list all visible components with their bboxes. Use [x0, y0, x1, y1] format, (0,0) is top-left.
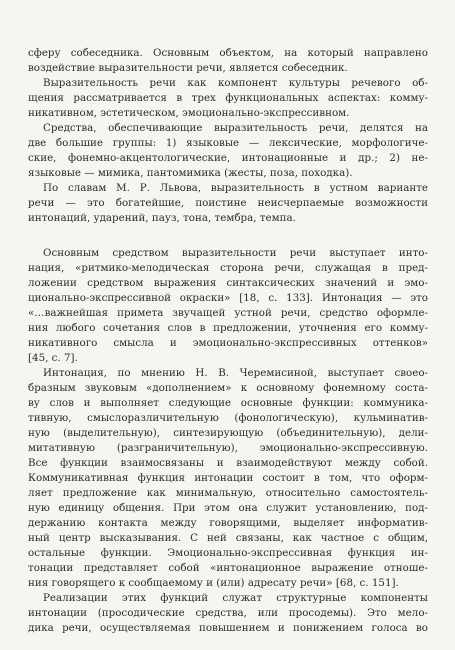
text-line: тивную, смыслоразличительную (фонологическую), кульминатив-	[28, 412, 428, 424]
text-line: [45, с. 7].	[28, 352, 78, 364]
text-line: ния говорящего к сообщаемому и (или) адресату речи» [68, с. 151].	[28, 577, 399, 589]
text-line: Средства, обеспечивающие выразительность речи, делятся на	[43, 122, 428, 134]
text-line: сферу собеседника. Основным объектом, на который направлено	[28, 47, 428, 59]
text-line: Все функции взаимосвязаны и взаимодействуют между собой.	[28, 457, 428, 469]
text-line: бразным звуковым «дополнением» к основному фонемному соста-	[28, 382, 428, 394]
text-line: никативного смысла и эмоционально-экспрессивных оттенков»	[28, 337, 428, 349]
text-line: остальные функции. Эмоционально-экспрессивная функция ин-	[28, 547, 428, 559]
text-line: ную (выделительную), синтезирующую (объединительную), дели-	[28, 427, 428, 439]
text-line: ложении средством выражения синтаксических значений и эмо-	[28, 277, 428, 289]
text-line: «…важнейшая примета звучащей устной речи, средство оформле-	[28, 307, 428, 319]
text-line: интонаций, ударений, пауз, тона, тембра, темпа.	[28, 212, 296, 224]
text-line: дика речи, осуществляемая повышением и понижением голоса во	[28, 622, 428, 634]
text-line: никативном, эстетическом, эмоционально-экспрессивном.	[28, 107, 350, 119]
text-line: ские, фонемно-акцентологические, интонационные и др.; 2) не-	[28, 152, 428, 164]
text-line: интонации (просодические средства, или просодемы). Это мело-	[28, 607, 428, 619]
text-line: Основным средством выразительности речи выступает инто-	[43, 247, 428, 259]
text-line: держанию контакта между говорящими, выделяет информатив-	[28, 517, 428, 529]
text-line: Выразительность речи как компонент культуры речевого об-	[43, 77, 428, 89]
text-line: тонации представляет собой «интонационное выражение отноше-	[28, 562, 428, 574]
text-line: воздействие выразительности речи, является собеседник.	[28, 62, 348, 74]
text-line: щения рассматривается в трех функциональных аспектах: комму-	[28, 92, 428, 104]
text-line: языковые — мимика, пантомимика (жесты, поза, походка).	[28, 167, 353, 179]
text-line: ву слов и выполняет следующие основные функции: коммуника-	[28, 397, 428, 409]
text-line: ную единицу общения. При этом она служит установлению, под-	[28, 502, 428, 514]
text-line: речи — это богатейшие, поистине неисчерпаемые возможности	[28, 197, 428, 209]
text-line: Коммуникативная функция интонации состоит в том, что оформ-	[28, 472, 428, 484]
text-line: ный центр высказывания. С ней связаны, как частное с общим,	[28, 532, 428, 544]
text-line: ния любого сочетания слов в предложении, уточнения его комму-	[28, 322, 428, 334]
text-line: ляет предложение как минимальную, относительно самостоятель-	[28, 487, 428, 499]
text-line: две большие группы: 1) языковые — лексические, морфологиче-	[28, 137, 428, 149]
text-line: По славам М. Р. Львова, выразительность в устном варианте	[43, 182, 428, 194]
text-line: митативную (разграничительную), эмоционально-экспрессивную.	[28, 442, 428, 454]
text-line: Реализации этих функций служат структурные компоненты	[43, 592, 428, 604]
text-line: ционально-экспрессивной окраски» [18, с. 133]. Интонация — это	[28, 292, 428, 304]
text-line: Интонация, по мнению Н. В. Черемисиной, выступает своео-	[43, 367, 428, 379]
text-line: нация, «ритмико-мелодическая сторона речи, служащая в пред-	[28, 262, 428, 274]
